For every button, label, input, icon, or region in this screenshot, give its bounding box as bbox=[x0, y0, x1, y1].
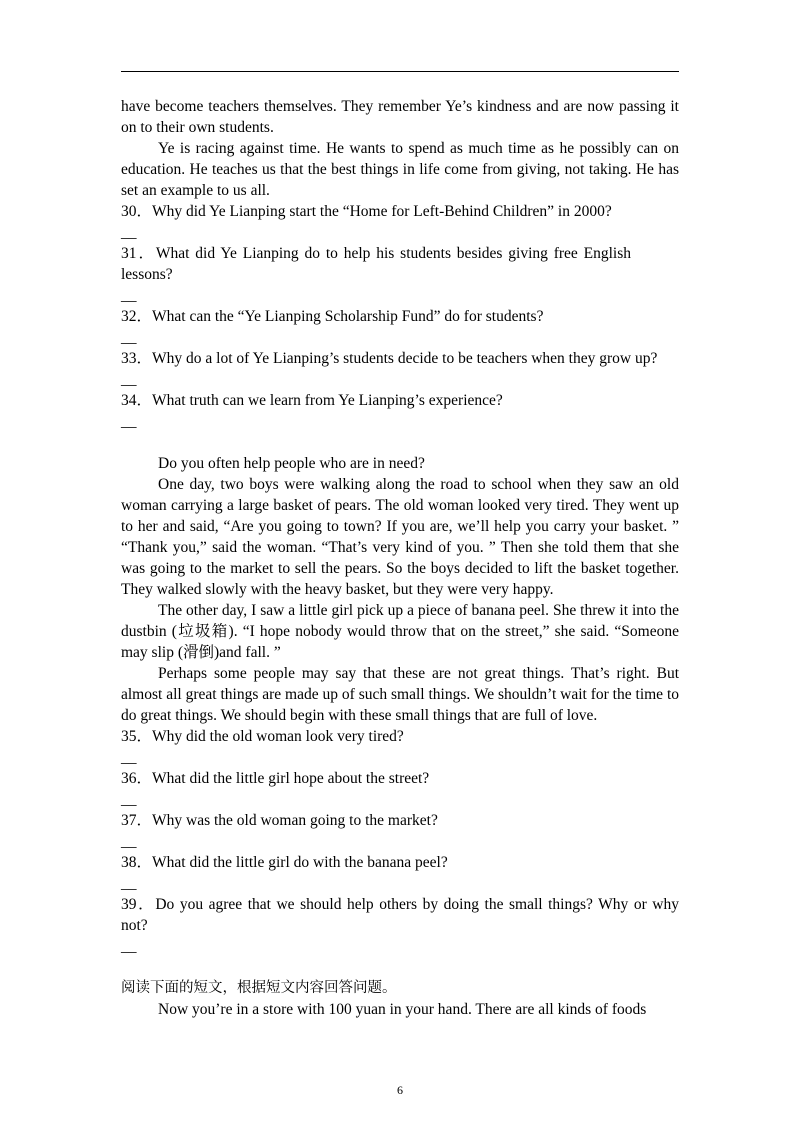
passage1-paragraph: have become teachers themselves. They remember Ye’s kindness and are now passing it on to their own students. bbox=[121, 98, 679, 136]
question-37: 37．Why was the old woman going to the market? bbox=[121, 812, 438, 829]
passage1-paragraph: Ye is racing against time. He wants to spend as much time as he possibly can on education. He teaches us that the best things in life come from giving, not taking. He has set an example to us all. bbox=[121, 140, 679, 199]
answer-blank-31[interactable]: __ bbox=[121, 287, 137, 304]
question-32: 32．What can the “Ye Lianping Scholarship Fund” do for students? bbox=[121, 308, 544, 325]
question-30: 30．Why did Ye Lianping start the “Home for Left-Behind Children” in 2000? bbox=[121, 203, 612, 220]
passage2-paragraph: Perhaps some people may say that these are not great things. That’s right. But almost all great things are made up of such small things. We shouldn’t wait for the time to do great things. We should begin with these small things that are full of love. bbox=[121, 665, 679, 724]
answer-blank-33[interactable]: __ bbox=[121, 371, 137, 388]
question-39: 39．Do you agree that we should help others by doing the small things? Why or why not? bbox=[121, 896, 679, 934]
header-rule bbox=[121, 71, 679, 72]
answer-blank-36[interactable]: __ bbox=[121, 791, 137, 808]
answer-blank-32[interactable]: __ bbox=[121, 329, 137, 346]
passage2-paragraph: The other day, I saw a little girl pick up a piece of banana peel. She threw it into the dustbin (垃圾箱). “I hope nobody would throw that on the street,” she said. “Someone may slip (滑倒)and fall. ” bbox=[121, 602, 679, 661]
answer-blank-34[interactable]: __ bbox=[121, 413, 137, 430]
section-gap bbox=[121, 957, 679, 978]
passage2-paragraph: Do you often help people who are in need? bbox=[158, 455, 425, 472]
answer-blank-35[interactable]: __ bbox=[121, 749, 137, 766]
question-36: 36．What did the little girl hope about the street? bbox=[121, 770, 430, 787]
question-34: 34．What truth can we learn from Ye Lianping’s experience? bbox=[121, 392, 503, 409]
section3-instruction: 阅读下面的短文，根据短文内容回答问题。 bbox=[121, 980, 397, 996]
answer-blank-37[interactable]: __ bbox=[121, 833, 137, 850]
page-number: 6 bbox=[397, 1083, 403, 1097]
passage3-start: Now you’re in a store with 100 yuan in your hand. There are all kinds of foods bbox=[158, 1001, 647, 1018]
page-content bbox=[121, 96, 679, 1020]
answer-blank-39[interactable]: __ bbox=[121, 938, 137, 955]
question-35: 35．Why did the old woman look very tired? bbox=[121, 728, 404, 745]
question-31: 31．What did Ye Lianping do to help his students besides giving free English lessons? bbox=[121, 245, 631, 283]
question-33: 33．Why do a lot of Ye Lianping’s students decide to be teachers when they grow up? bbox=[121, 350, 658, 367]
section-gap bbox=[121, 432, 679, 453]
answer-blank-38[interactable]: __ bbox=[121, 875, 137, 892]
passage2-paragraph: One day, two boys were walking along the road to school when they saw an old woman carrying a large basket of pears. The old woman looked very tired. They went up to her and said, “Are you going to town? If you are, we’ll help you carry your basket. ” “Thank you,” said the woman. “That’s very kind of you. ” Then she told them that she was going to the market to sell the pears. So the boys decided to lift the basket together. They walked slowly with the heavy basket, but they were very happy. bbox=[121, 476, 679, 598]
answer-blank-30[interactable]: __ bbox=[121, 224, 137, 241]
question-38: 38．What did the little girl do with the banana peel? bbox=[121, 854, 448, 871]
